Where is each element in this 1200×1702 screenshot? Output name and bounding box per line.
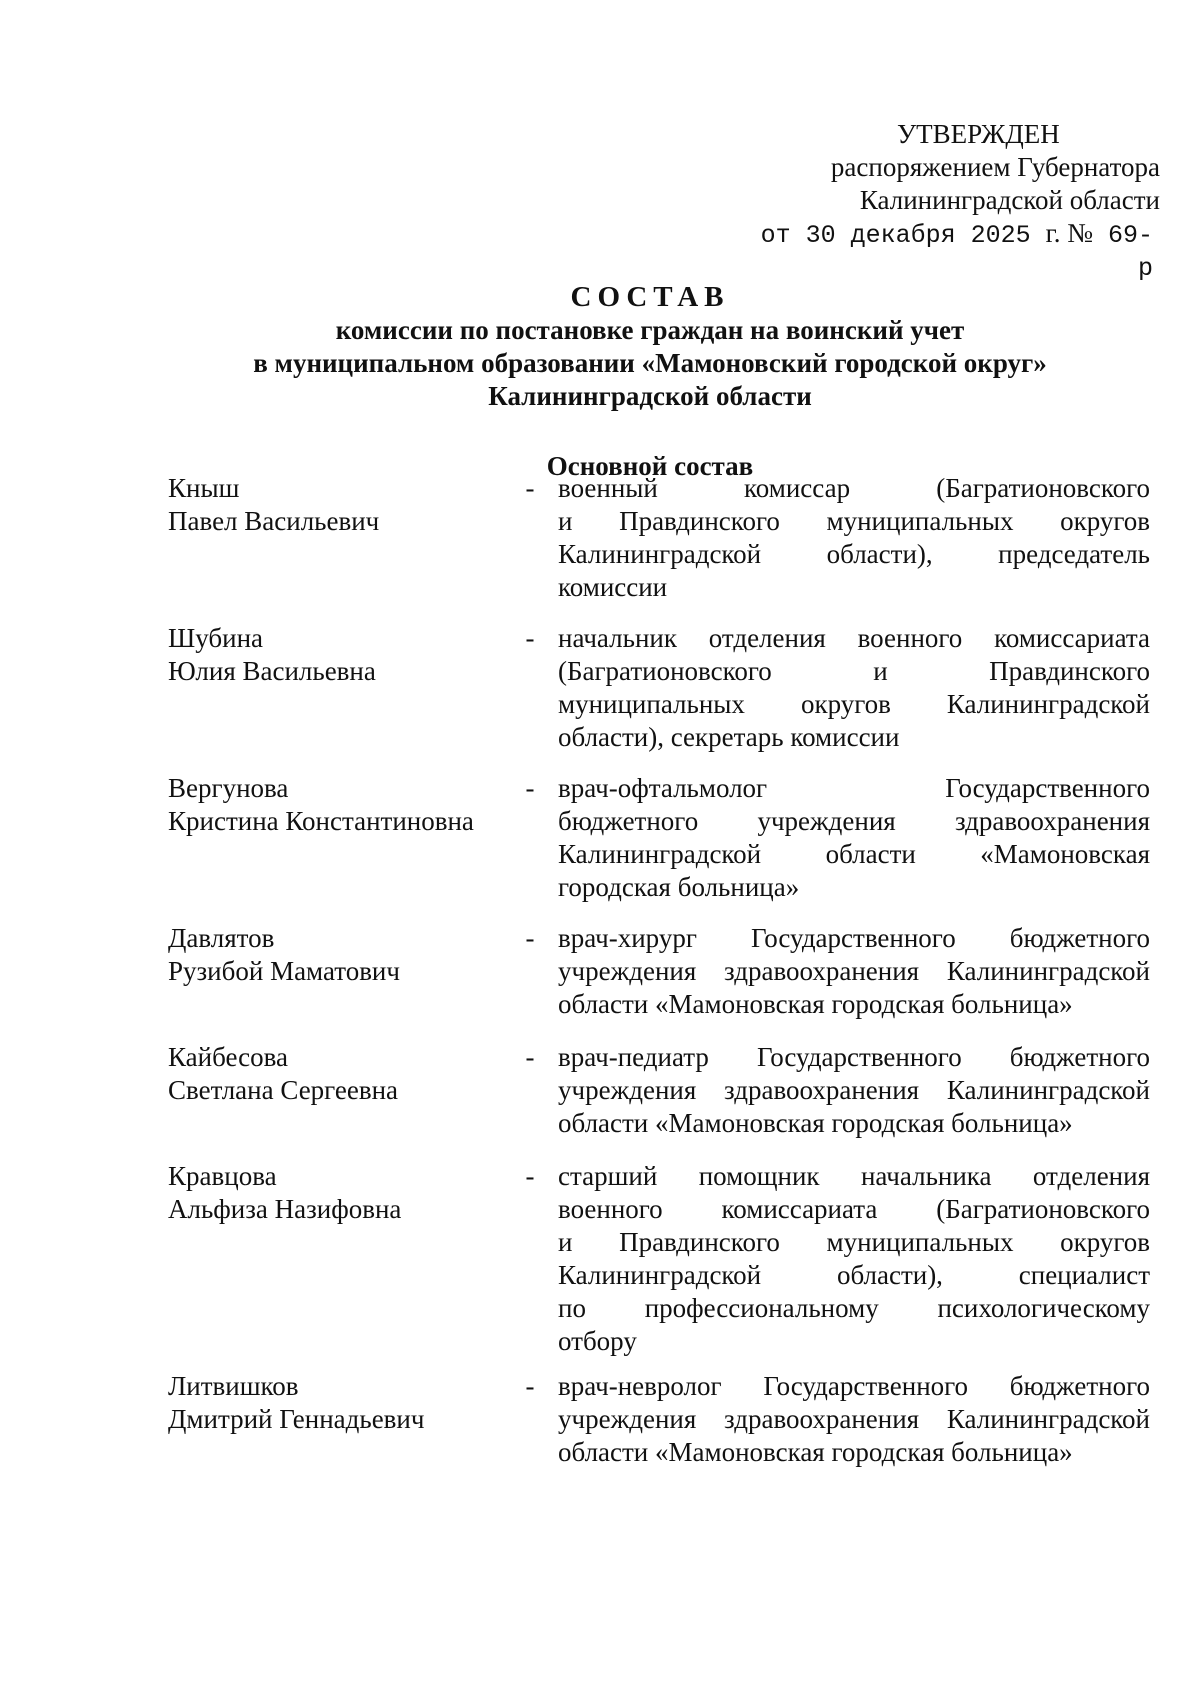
member-role-line: области «Мамоновская городская больница» — [558, 1108, 1073, 1138]
member-role-line: военного комиссариата (Багратионовского — [558, 1194, 1150, 1224]
member-surname: Вергунова — [168, 773, 289, 803]
document-subtitle-line-3: Калининградской области — [488, 381, 812, 411]
member-surname: Литвишков — [168, 1371, 299, 1401]
member-role-line: начальник отделения военного комиссариата — [558, 623, 1150, 653]
member-role-line: Калининградской области), специалист — [558, 1260, 1150, 1290]
member-given-names: Светлана Сергеевна — [168, 1075, 399, 1105]
member-role — [558, 1370, 1150, 1469]
member-role-line: муниципальных округов Калининградской — [558, 689, 1150, 719]
member-role-line: области), секретарь комиссии — [558, 722, 900, 752]
document-subtitle-line-2: в муниципальном образовании «Мамоновский городской округ» — [253, 348, 1047, 378]
member-given-names: Рузибой Маматович — [168, 956, 400, 986]
member-role-line: комиссии — [558, 572, 668, 602]
member-role — [558, 1160, 1150, 1358]
member-dash: - — [525, 923, 535, 953]
approval-stamp-block — [760, 118, 1160, 285]
member-dash: - — [525, 1042, 535, 1072]
document-title: СОСТАВ — [570, 281, 730, 313]
approval-number: 69-р — [1107, 221, 1153, 283]
member-role — [558, 922, 1150, 1021]
member-role-line: врач-педиатр Государственного бюджетного — [558, 1042, 1150, 1072]
member-role-line: (Багратионовского и Правдинского — [558, 656, 1150, 686]
approval-date: 30 декабря 2025 — [805, 221, 1031, 250]
approval-date-suffix: г. № — [1045, 218, 1093, 248]
member-role-line: врач-невролог Государственного бюджетного — [558, 1371, 1150, 1401]
member-name — [168, 472, 528, 538]
member-surname: Шубина — [168, 623, 264, 653]
member-role-line: городская больница» — [558, 872, 800, 902]
member-role — [558, 1041, 1150, 1140]
member-role-line: учреждения здравоохранения Калининградской — [558, 956, 1150, 986]
approval-date-line — [760, 217, 1160, 285]
member-dash: - — [525, 623, 535, 653]
member-role-line: области «Мамоновская городская больница» — [558, 1437, 1073, 1467]
approval-date-prefix: от — [760, 221, 791, 250]
member-role — [558, 472, 1150, 604]
member-dash: - — [525, 773, 535, 803]
document-subtitle-line-1: комиссии по постановке граждан на воинский учет — [335, 315, 965, 345]
member-surname: Кравцова — [168, 1161, 277, 1191]
approval-line-1: распоряжением Губернатора — [830, 152, 1160, 182]
member-role-line: старший помощник начальника отделения — [558, 1161, 1150, 1191]
member-role-line: врач-офтальмолог Государственного — [558, 773, 1150, 803]
member-role-line: отбору — [558, 1326, 637, 1356]
member-role-line: и Правдинского муниципальных округов — [558, 1227, 1150, 1257]
document-title-block — [150, 281, 1150, 413]
member-role-line: по профессиональному психологическому — [558, 1293, 1150, 1323]
member-given-names: Павел Васильевич — [168, 506, 380, 536]
section-title: Основной состав — [546, 451, 754, 481]
member-role-line: учреждения здравоохранения Калининградской — [558, 1075, 1150, 1105]
member-name — [168, 1160, 528, 1226]
approval-line-2: Калининградской области — [859, 185, 1160, 215]
member-surname: Кныш — [168, 473, 240, 503]
member-name — [168, 1370, 528, 1436]
member-surname: Кайбесова — [168, 1042, 288, 1072]
member-role-line: области «Мамоновская городская больница» — [558, 989, 1073, 1019]
approval-heading: УТВЕРЖДЕН — [897, 119, 1060, 149]
member-name — [168, 622, 528, 688]
member-name — [168, 772, 528, 838]
member-role — [558, 772, 1150, 904]
member-given-names: Юлия Васильевна — [168, 656, 376, 686]
member-name — [168, 1041, 528, 1107]
member-dash: - — [525, 1161, 535, 1191]
member-given-names: Альфиза Назифовна — [168, 1194, 402, 1224]
member-role-line: Калининградской области «Мамоновская — [558, 839, 1150, 869]
member-surname: Давлятов — [168, 923, 275, 953]
member-dash: - — [525, 1371, 535, 1401]
member-given-names: Кристина Константиновна — [168, 806, 474, 836]
member-role-line: врач-хирург Государственного бюджетного — [558, 923, 1150, 953]
member-role-line: бюджетного учреждения здравоохранения — [558, 806, 1150, 836]
member-dash: - — [525, 473, 535, 503]
member-role-line: учреждения здравоохранения Калининградской — [558, 1404, 1150, 1434]
member-name — [168, 922, 528, 988]
member-role — [558, 622, 1150, 754]
member-role-line: военный комиссар (Багратионовского — [558, 473, 1150, 503]
member-given-names: Дмитрий Геннадьевич — [168, 1404, 425, 1434]
member-role-line: Калининградской области), председатель — [558, 539, 1150, 569]
member-role-line: и Правдинского муниципальных округов — [558, 506, 1150, 536]
